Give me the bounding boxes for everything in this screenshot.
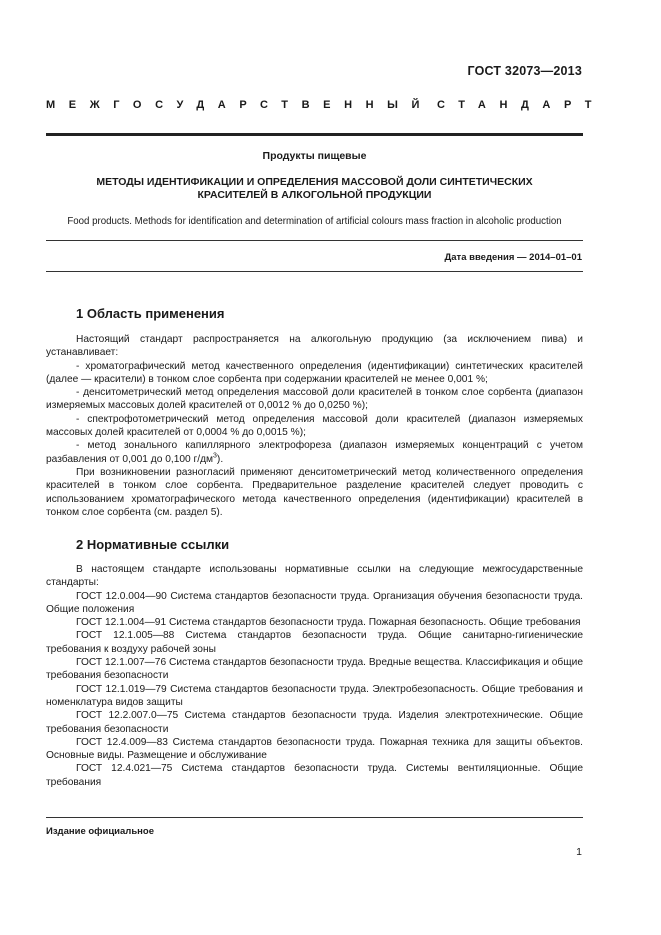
reference-item: ГОСТ 12.0.004—90 Система стандартов безопасности труда. Организация обучения безопасности труда. Общие положения — [46, 590, 583, 615]
paragraph: При возникновении разногласий применяют денситометрический метод количественного определения красителей в тонком слое сорбента. Предварительное разделение красителей следует проводить с использованием хроматографического метода качественного определения (идентификации) красителей в тонком слое сорбента (см. раздел 5). — [46, 466, 583, 518]
reference-item: ГОСТ 12.1.005—88 Система стандартов безопасности труда. Общие санитарно-гигиенические требования к воздуху рабочей зоны — [46, 630, 583, 655]
reference-item: ГОСТ 12.1.004—91 Система стандартов безопасности труда. Пожарная безопасность. Общие требования — [76, 617, 581, 629]
paragraph: - спектрофотометрический метод определения массовой доли красителей (диапазон измеряемых массовых долей красителей от 0,0004 % до 0,0015 %); — [46, 413, 583, 439]
paragraph: В настоящем стандарте использованы нормативные ссылки на следующие межгосударственные стандарты: — [46, 564, 583, 589]
standard-type-right: СТАНДАРТ — [437, 99, 606, 111]
paragraph: Настоящий стандарт распространяется на алкогольную продукцию (за исключением пива) и устанавливает: — [46, 334, 583, 359]
title-rule — [46, 240, 583, 241]
reference-item: ГОСТ 12.4.009—83 Система стандартов безопасности труда. Пожарная техника для защиты объектов. Основные виды. Размещение и обслуживание — [46, 736, 583, 762]
edition-label: Издание официальное — [46, 826, 154, 837]
intro-date: Дата введения — 2014–01–01 — [444, 252, 582, 263]
paragraph: - денситометрический метод определения массовой доли красителей в тонком слое сорбента (диапазон измеряемых массовых долей красителей от 0,0012 % до 0,0250 %); — [46, 387, 583, 412]
unit-suffix: ). — [216, 453, 224, 465]
section-2-body — [46, 563, 583, 789]
header-rule — [46, 133, 583, 136]
paragraph-text: - метод зонального капиллярного электрофореза (диапазон измеряемых концентраций с учетом разбавления от 0,001 до 0,100 г/дм — [46, 440, 583, 465]
section-1-body — [46, 333, 583, 519]
section-1-heading: 1 Область применения — [76, 306, 225, 321]
section-2-heading: 2 Нормативные ссылки — [76, 537, 230, 552]
reference-item: ГОСТ 12.4.021—75 Система стандартов безопасности труда. Системы вентиляционные. Общие требования — [46, 763, 583, 788]
main-title-line-1: МЕТОДЫ ИДЕНТИФИКАЦИИ И ОПРЕДЕЛЕНИЯ МАССОВОЙ ДОЛИ СИНТЕТИЧЕСКИХ — [96, 176, 533, 188]
unit-superscript: 3 — [213, 452, 217, 460]
footer-rule — [46, 817, 583, 818]
reference-item: ГОСТ 12.1.007—76 Система стандартов безопасности труда. Вредные вещества. Классификация и общие требования безопасности — [46, 657, 583, 682]
date-rule — [46, 271, 583, 272]
doc-number: ГОСТ 32073—2013 — [467, 64, 582, 78]
reference-item: ГОСТ 12.1.019—79 Система стандартов безопасности труда. Электробезопасность. Общие требования и номенклатура видов защиты — [46, 683, 583, 708]
page-number: 1 — [576, 846, 582, 858]
reference-item: ГОСТ 12.2.007.0—75 Система стандартов безопасности труда. Изделия электротехнические. Общие требования безопасности — [46, 710, 583, 735]
paragraph: - хроматографический метод качественного определения (идентификации) синтетических красителей (далее — красители) в тонком слое сорбента при содержании красителей не менее 0,001 %; — [46, 360, 583, 385]
standard-type-left: МЕЖГОСУДАРСТВЕННЫЙ — [46, 99, 434, 111]
main-title — [46, 176, 583, 202]
main-title-line-2: КРАСИТЕЛЕЙ В АЛКОГОЛЬНОЙ ПРОДУКЦИИ — [197, 189, 432, 201]
product-title: Продукты пищевые — [262, 150, 367, 162]
english-title: Food products. Methods for identification and determination of artificial colours mass fraction in alcoholic production — [67, 216, 562, 227]
paragraph — [46, 439, 583, 466]
